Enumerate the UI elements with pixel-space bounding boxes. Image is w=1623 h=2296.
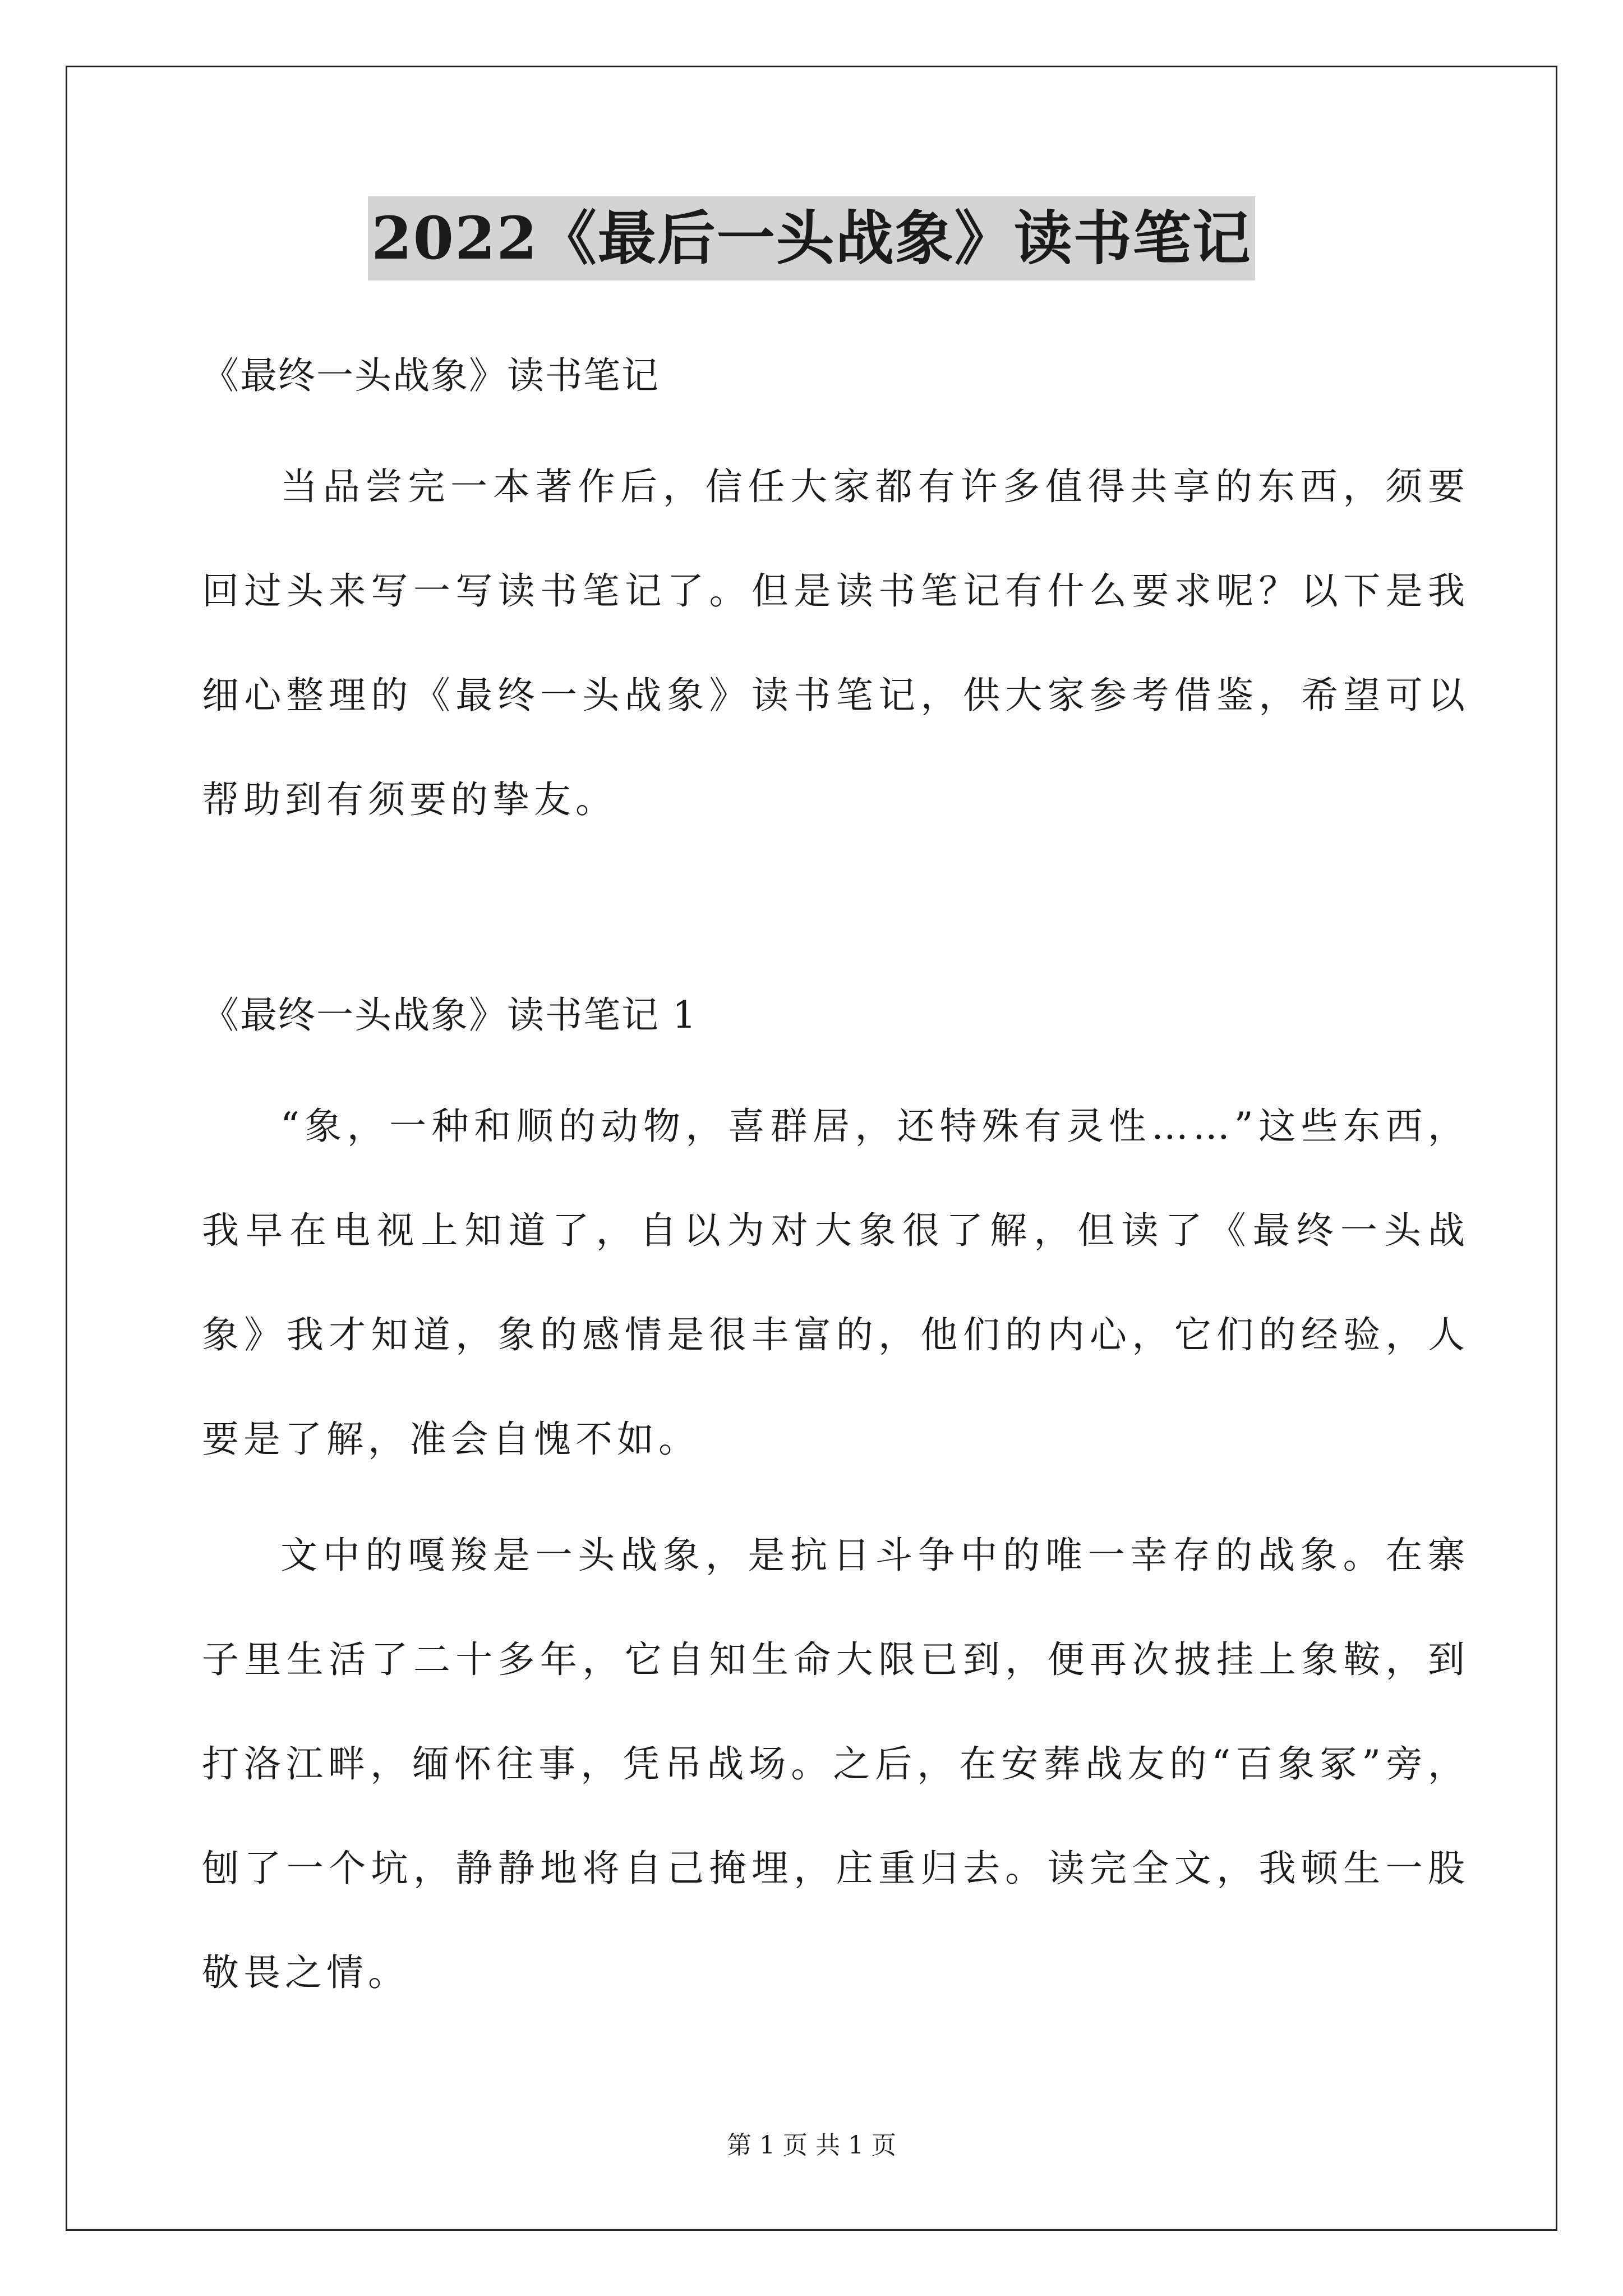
document-title-text: 2022《最后一头战象》读书笔记 — [368, 196, 1255, 280]
section-paragraph-1: “象，一种和顺的动物，喜群居，还特殊有灵性……”这些东西，我早在电视上知道了，自以为对大象很了解，但读了《最终一头战象》我才知道，象的感情是很丰富的，他们的内心，它们的经验，人要是了解，准会自愧不如。 — [202, 1105, 1469, 1461]
section-heading: 《最终一头战象》读书笔记 1 — [202, 993, 697, 1037]
section-paragraph-2: 文中的嘎羧是一头战象，是抗日斗争中的唯一幸存的战象。在寨子里生活了二十多年，它自知生命大限已到，便再次披挂上象鞍，到打洛江畔，缅怀往事，凭吊战场。之后，在安葬战友的“百象冢”旁，刨了一个坑，静静地将自己掩埋，庄重归去。读完全文，我顿生一股敬畏之情。 — [202, 1534, 1469, 1994]
intro-paragraph: 当品尝完一本著作后，信任大家都有许多值得共享的东西，须要回过头来写一写读书笔记了。但是读书笔记有什么要求呢？以下是我细心整理的《最终一头战象》读书笔记，供大家参考借鉴，希望可以帮助到有须要的挚友。 — [202, 465, 1469, 821]
page-footer: 第 1 页 共 1 页 — [727, 2131, 896, 2160]
intro-heading: 《最终一头战象》读书笔记 — [202, 354, 660, 397]
document-title — [0, 196, 1623, 280]
